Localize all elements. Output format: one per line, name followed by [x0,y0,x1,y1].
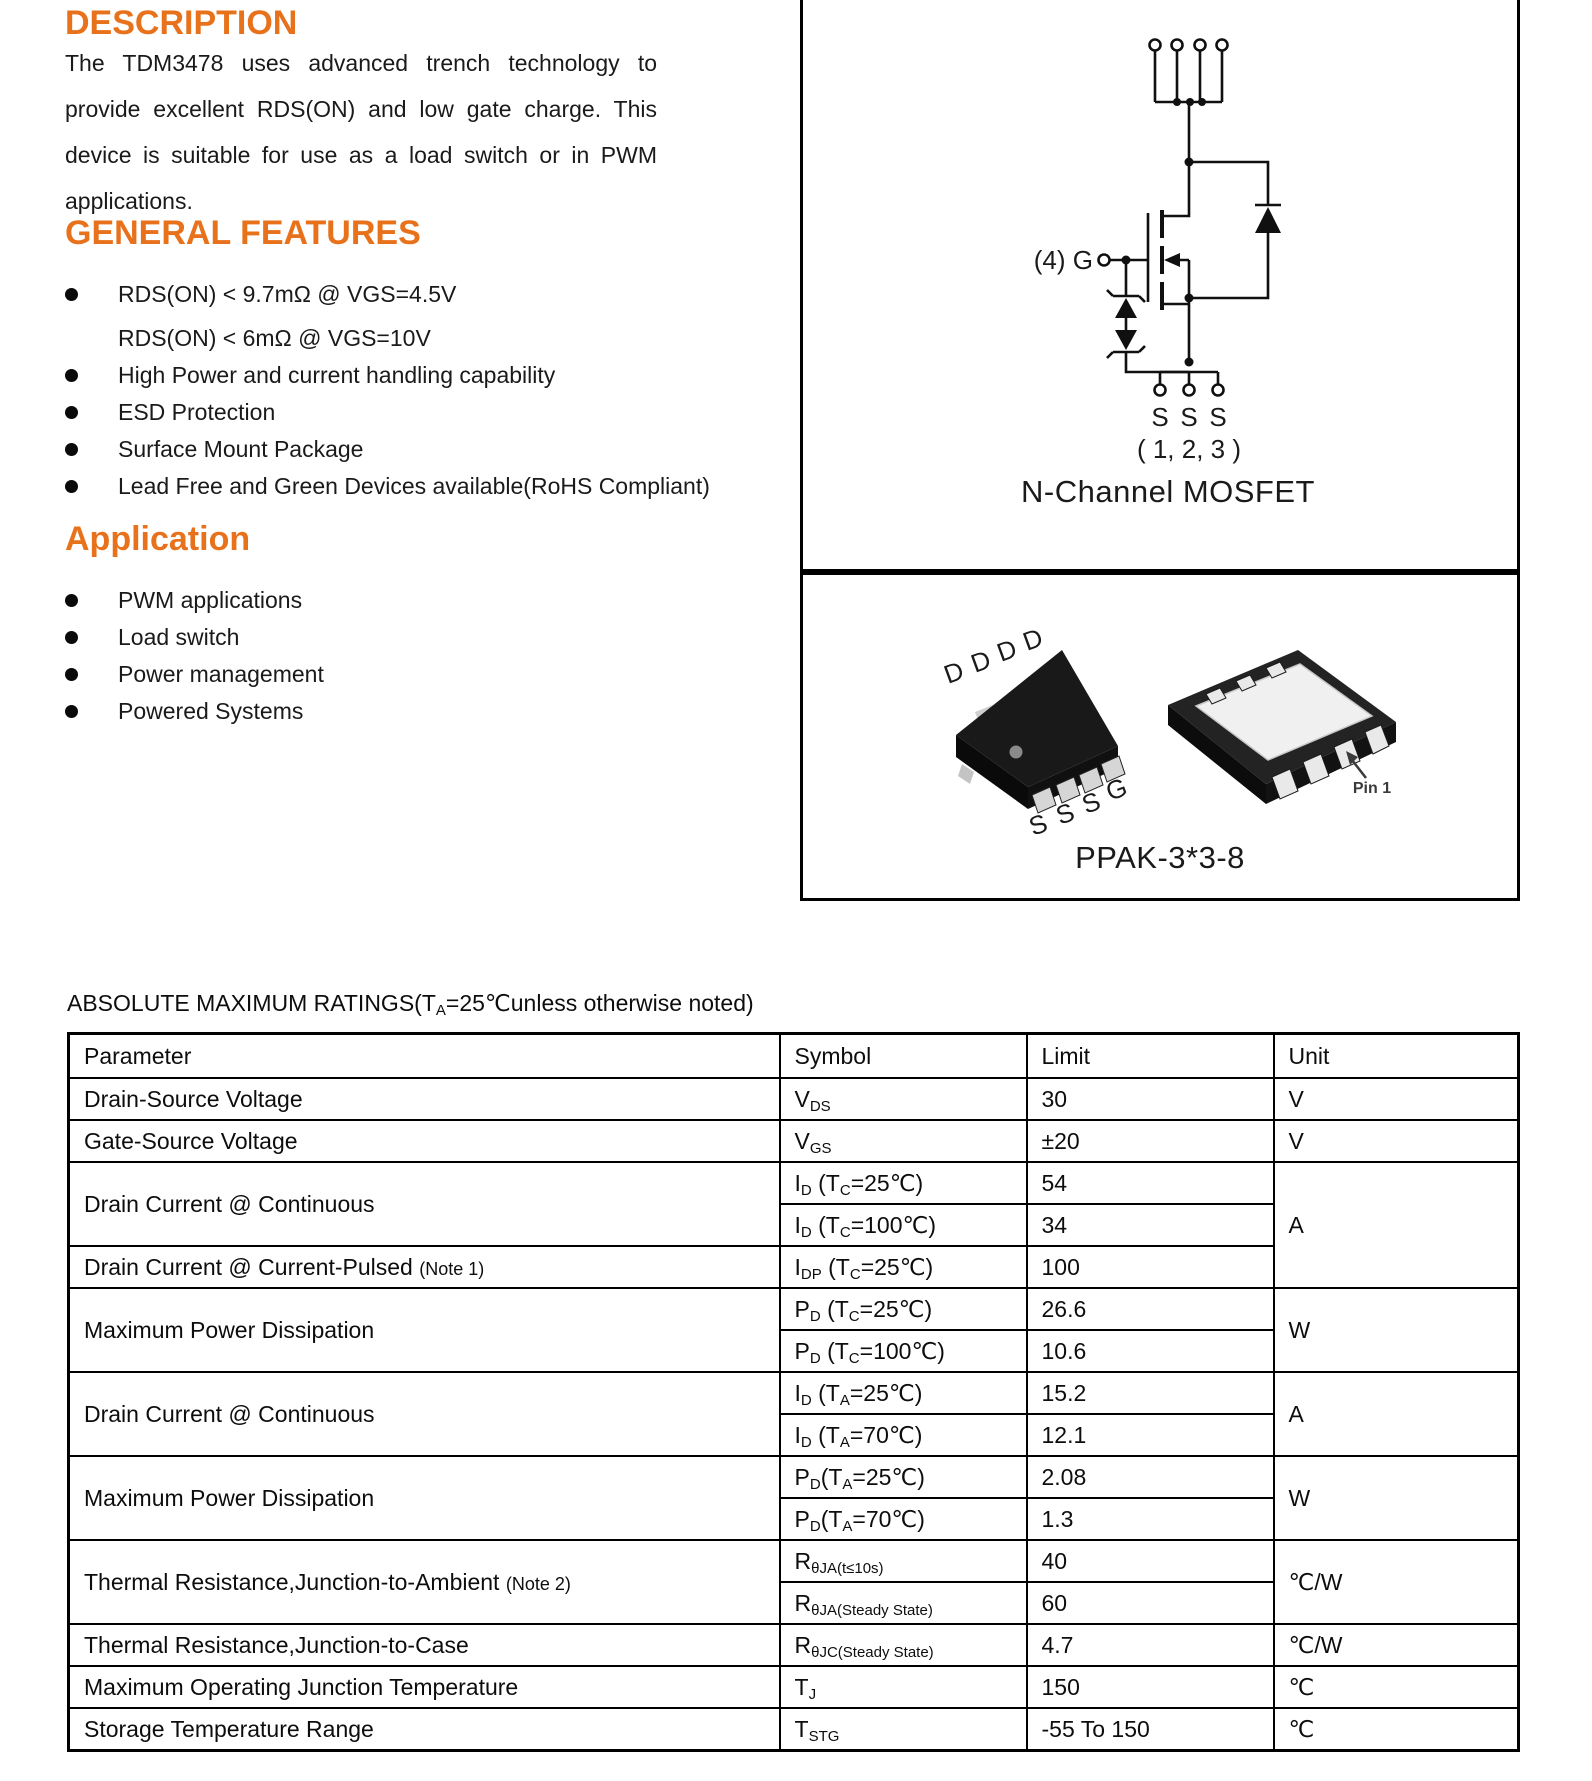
symbol-cell: $I_D$ $(T_C=100℃)$ [780,1204,1027,1246]
bullet-icon [65,668,78,681]
table-row [69,1540,1519,1582]
limit-cell: 2.08 [1027,1456,1274,1498]
package-bottom-view [1168,650,1396,804]
param-cell: Drain Current @ Continuous [69,1162,780,1246]
param-cell: Gate-Source Voltage [69,1120,780,1162]
application-text: Power management [118,661,324,687]
list-item [65,693,324,730]
general-features-heading: GENERAL FEATURES [65,214,421,252]
note-ref: (Note 2) [505,1573,571,1594]
drain-pin-letter: D [992,633,1021,668]
bullet-icon [65,332,78,345]
mosfet-schematic [803,0,1517,569]
source-letter: S [1209,402,1227,432]
esd-zener-icon [1115,298,1137,318]
table-row [69,1456,1519,1498]
drain-pin-letter: D [939,655,968,690]
table-row [69,1708,1519,1751]
feature-text: High Power and current handling capability [118,362,556,388]
pin1-label: Pin 1 [1352,780,1392,797]
limit-cell: 30 [1027,1078,1274,1120]
application-heading: Application [65,520,251,558]
drain-pin-letter: D [1018,622,1047,657]
bullet-icon [65,631,78,644]
symbol-cell: $I_D$ $(T_A=70℃)$ [780,1414,1027,1456]
header-limit: Limit [1027,1034,1274,1079]
limit-cell: 4.7 [1027,1624,1274,1666]
ratings-table [67,1032,1520,1752]
table-row [69,1078,1519,1120]
feature-text: Lead Free and Green Devices available(RoHS Compliant) [118,473,710,499]
gate-pin-letter: G [1101,771,1132,807]
param-cell: Maximum Power Dissipation [69,1288,780,1372]
schematic-solids [1115,98,1281,367]
source-pin-letter: S [1024,807,1052,842]
limit-cell: 40 [1027,1540,1274,1582]
table-row [69,1120,1519,1162]
feature-text: Surface Mount Package [118,436,364,462]
table-header-row [69,1034,1519,1079]
feature-text: ESD Protection [118,399,276,425]
gate-label: (4) G [1033,245,1093,275]
unit-cell: ℃/W [1274,1624,1519,1666]
unit-cell: W [1274,1456,1519,1540]
unit-cell: ℃/W [1274,1540,1519,1624]
esd-zener-icon [1115,330,1137,350]
schematic-caption: N-Channel MOSFET [1021,474,1315,509]
limit-cell: 1.3 [1027,1498,1274,1540]
param-cell: Thermal Resistance,Junction-to-Ambient (Note 2) [69,1540,780,1624]
note-ref: (Note 1) [419,1258,485,1279]
unit-cell: W [1274,1288,1519,1372]
bullet-icon [65,705,78,718]
feature-text: RDS(ON) < 6mΩ @ VGS=10V [118,325,431,351]
package-figure [803,575,1517,898]
bullet-icon [65,594,78,607]
table-row [69,1162,1519,1204]
unit-cell: V [1274,1078,1519,1120]
unit-cell: A [1274,1372,1519,1456]
symbol-cell: $P_D(T_A=25℃)$ [780,1456,1027,1498]
bullet-icon [65,369,78,382]
source-pin-letter: S [1077,785,1105,820]
source-pin-letter: S [1051,796,1079,831]
symbol-cell: $I_D$ $(T_C=25℃)$ [780,1162,1027,1204]
limit-cell: 60 [1027,1582,1274,1624]
symbol-cell: $R_{\theta JC(Steady State)}$ [780,1624,1027,1666]
description-heading: DESCRIPTION [65,4,298,42]
list-item [65,582,324,619]
source-letter: S [1180,402,1198,432]
symbol-cell: $T_J$ [780,1666,1027,1708]
body-arrow-icon [1164,253,1180,267]
symbol-cell: $P_D(T_A=70℃)$ [780,1498,1027,1540]
limit-cell: 26.6 [1027,1288,1274,1330]
header-parameter: Parameter [69,1034,780,1079]
package-caption: PPAK-3*3-8 [1075,840,1245,875]
unit-cell: A [1274,1162,1519,1288]
limit-cell: 34 [1027,1204,1274,1246]
param-cell: Drain Current @ Continuous [69,1372,780,1456]
limit-cell: 12.1 [1027,1414,1274,1456]
symbol-cell: $V_{GS}$ [780,1120,1027,1162]
symbol-cell: $P_D$ $(T_C=100℃)$ [780,1330,1027,1372]
source-letter: S [1151,402,1169,432]
list-item [65,276,710,313]
symbol-cell: $P_D$ $(T_C=25℃)$ [780,1288,1027,1330]
source-pin-numbers: ( 1, 2, 3 ) [1136,434,1242,464]
bullet-icon [65,406,78,419]
list-item [65,320,710,357]
list-item [65,619,324,656]
param-cell: Drain Current @ Current-Pulsed (Note 1) [69,1246,780,1288]
description-paragraph: The TDM3478 uses advanced trench technology to provide excellent RDS(ON) and low gate charge. This device is suitable for use as a load switch or in PWM applications. [65,50,657,214]
limit-cell: 15.2 [1027,1372,1274,1414]
limit-cell: -55 To 150 [1027,1708,1274,1751]
table-row [69,1288,1519,1330]
application-list [65,582,324,730]
param-cell: Storage Temperature Range [69,1708,780,1751]
bullet-icon [65,480,78,493]
package-top-view [940,622,1131,842]
list-item [65,431,710,468]
bullet-icon [65,443,78,456]
header-unit: Unit [1274,1034,1519,1079]
symbol-cell: $R_{\theta JA(t\le 10s)}$ [780,1540,1027,1582]
table-row [69,1624,1519,1666]
param-cell: Maximum Operating Junction Temperature [69,1666,780,1708]
ratings-title: ABSOLUTE MAXIMUM $RATINGS(T_A=25℃unless$ otherwise noted) [67,990,754,1019]
feature-text: RDS(ON) < 9.7mΩ @ VGS=4.5V [118,281,457,307]
unit-cell: V [1274,1120,1519,1162]
symbol-cell: $I_D$ $(T_A=25℃)$ [780,1372,1027,1414]
limit-cell: 100 [1027,1246,1274,1288]
header-symbol: Symbol [780,1034,1027,1079]
application-text: Load switch [118,624,240,650]
limit-cell: 54 [1027,1162,1274,1204]
application-text: Powered Systems [118,698,304,724]
bullet-icon [65,288,78,301]
symbol-cell: $V_{DS}$ [780,1078,1027,1120]
unit-cell: ℃ [1274,1666,1519,1708]
table-row [69,1372,1519,1414]
body-diode-icon [1255,207,1281,233]
general-features-list [65,276,710,505]
application-text: PWM applications [118,587,303,613]
list-item [65,394,710,431]
list-item [65,357,710,394]
symbol-cell: $I_{DP}$ $(T_C=25℃)$ [780,1246,1027,1288]
list-item [65,468,710,505]
param-cell: Drain-Source Voltage [69,1078,780,1120]
symbol-cell: $T_{STG}$ [780,1708,1027,1751]
param-cell: Thermal Resistance,Junction-to-Case [69,1624,780,1666]
param-cell: Maximum Power Dissipation [69,1456,780,1540]
drain-pin-letter: D [966,644,995,679]
symbol-cell: $R_{\theta JA(Steady State)}$ [780,1582,1027,1624]
table-row [69,1666,1519,1708]
unit-cell: ℃ [1274,1708,1519,1751]
list-item [65,656,324,693]
limit-cell: 10.6 [1027,1330,1274,1372]
limit-cell: ±20 [1027,1120,1274,1162]
limit-cell: 150 [1027,1666,1274,1708]
